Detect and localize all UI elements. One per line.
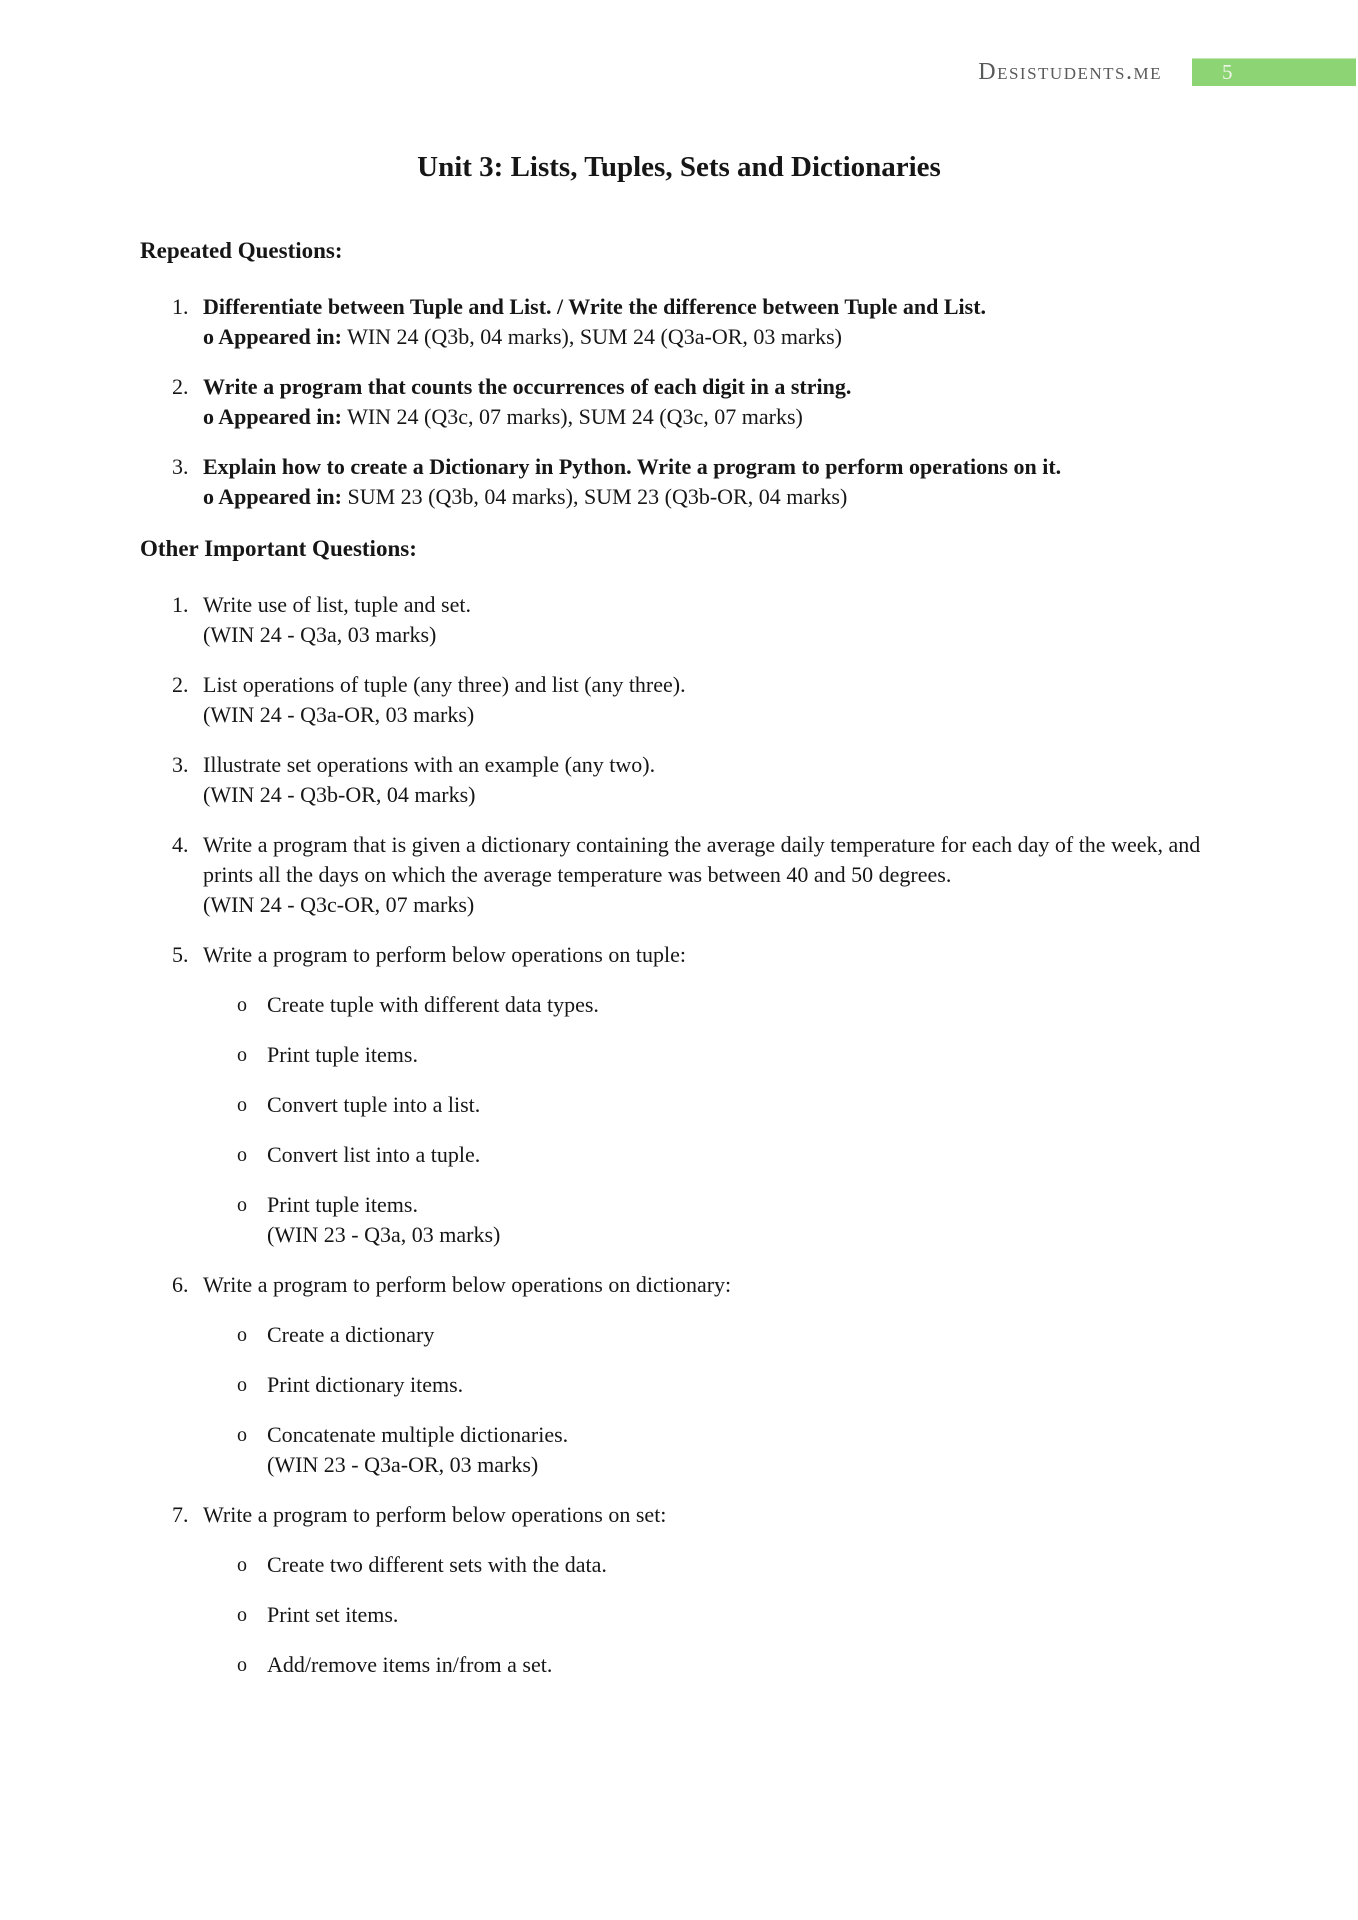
page-title: Unit 3: Lists, Tuples, Sets and Dictionaries [417,151,941,183]
bullet-text: Convert tuple into a list. [267,1092,481,1117]
appeared-label: o Appeared in: [203,324,342,349]
question-number: 3. [172,752,189,777]
question-number: 1. [172,294,189,319]
bullet-text: Concatenate multiple dictionaries. [267,1422,569,1447]
sub-bullet [203,1090,1225,1120]
bullet-text: Create tuple with different data types. [267,992,599,1017]
question-text: Illustrate set operations with an example (any two). [203,752,656,777]
page-number: 5 [1222,60,1233,84]
question-text: Write use of list, tuple and set. [203,592,471,617]
appeared-line [203,402,1225,432]
bullet-text: Create a dictionary [267,1322,435,1347]
sub-bullet [203,1550,1225,1580]
bullet-marker: o [237,1324,247,1346]
citation: (WIN 24 - Q3a, 03 marks) [203,622,437,647]
question-text: Write a program to perform below operations on tuple: [203,942,686,967]
citation: (WIN 23 - Q3a, 03 marks) [267,1222,501,1247]
bullet-text: Print set items. [267,1602,399,1627]
citation: (WIN 24 - Q3c-OR, 07 marks) [203,892,475,917]
appeared-label: o Appeared in: [203,404,342,429]
bullet-marker: o [237,1144,247,1166]
bullet-text: Print tuple items. [267,1192,418,1217]
sub-bullet [203,1190,1225,1250]
citation: (WIN 24 - Q3b-OR, 04 marks) [203,782,476,807]
question-number: 2. [172,672,189,697]
question-item [172,750,1225,810]
question-text: Differentiate between Tuple and List. / Write the difference between Tuple and List. [203,294,987,319]
question-number: 6. [172,1272,189,1297]
bullet-marker: o [237,1654,247,1676]
question-number: 2. [172,374,189,399]
question-number: 7. [172,1502,189,1527]
bullet-text: Create two different sets with the data. [267,1552,607,1577]
question-item [172,1500,1225,1680]
sub-bullet [203,1320,1225,1350]
citation: (WIN 23 - Q3a-OR, 03 marks) [267,1452,539,1477]
site-name: Desistudents.me [978,59,1162,85]
question-item [172,452,1225,512]
sub-bullet [203,1650,1225,1680]
question-text: Write a program that is given a dictionary containing the average daily temperature for each day of the week, and prints all the days on which the average temperature was between 40 and 50 degrees. [203,832,1201,887]
section-heading-repeated: Repeated Questions: [140,238,343,263]
question-text: Explain how to create a Dictionary in Python. Write a program to perform operations on it. [203,454,1062,479]
bullet-marker: o [237,1374,247,1396]
bullet-marker: o [237,1424,247,1446]
question-number: 3. [172,454,189,479]
section-heading-other: Other Important Questions: [140,536,417,561]
appeared-value: SUM 23 (Q3b, 04 marks), SUM 23 (Q3b-OR, 04 marks) [347,484,848,509]
appeared-value: WIN 24 (Q3b, 04 marks), SUM 24 (Q3a-OR, 03 marks) [347,324,842,349]
question-text: Write a program to perform below operations on set: [203,1502,667,1527]
citation: (WIN 24 - Q3a-OR, 03 marks) [203,702,475,727]
bullet-marker: o [237,994,247,1016]
document-content [140,234,1225,1680]
bullet-marker: o [237,1554,247,1576]
question-item [172,940,1225,1250]
question-number: 5. [172,942,189,967]
question-number: 1. [172,592,189,617]
sub-bullet [203,1370,1225,1400]
sub-bullet [203,990,1225,1020]
question-item [172,372,1225,432]
question-text: Write a program to perform below operations on dictionary: [203,1272,732,1297]
page-header [0,58,1358,86]
question-item [172,670,1225,730]
bullet-marker: o [237,1194,247,1216]
question-text: List operations of tuple (any three) and list (any three). [203,672,686,697]
question-item [172,292,1225,352]
question-item [172,590,1225,650]
bullet-text: Add/remove items in/from a set. [267,1652,553,1677]
page-number-badge [1192,58,1356,86]
bullet-marker: o [237,1604,247,1626]
bullet-marker: o [237,1094,247,1116]
appeared-label: o Appeared in: [203,484,342,509]
appeared-line [203,482,1225,512]
sub-bullet [203,1140,1225,1170]
question-text: Write a program that counts the occurrences of each digit in a string. [203,374,852,399]
question-number: 4. [172,832,189,857]
sub-bullet [203,1600,1225,1630]
bullet-text: Convert list into a tuple. [267,1142,481,1167]
sub-bullet [203,1040,1225,1070]
appeared-line [203,322,1225,352]
appeared-value: WIN 24 (Q3c, 07 marks), SUM 24 (Q3c, 07 marks) [347,404,803,429]
bullet-text: Print dictionary items. [267,1372,464,1397]
bullet-marker: o [237,1044,247,1066]
question-item [172,830,1225,920]
question-item [172,1270,1225,1480]
bullet-text: Print tuple items. [267,1042,418,1067]
sub-bullet [203,1420,1225,1480]
